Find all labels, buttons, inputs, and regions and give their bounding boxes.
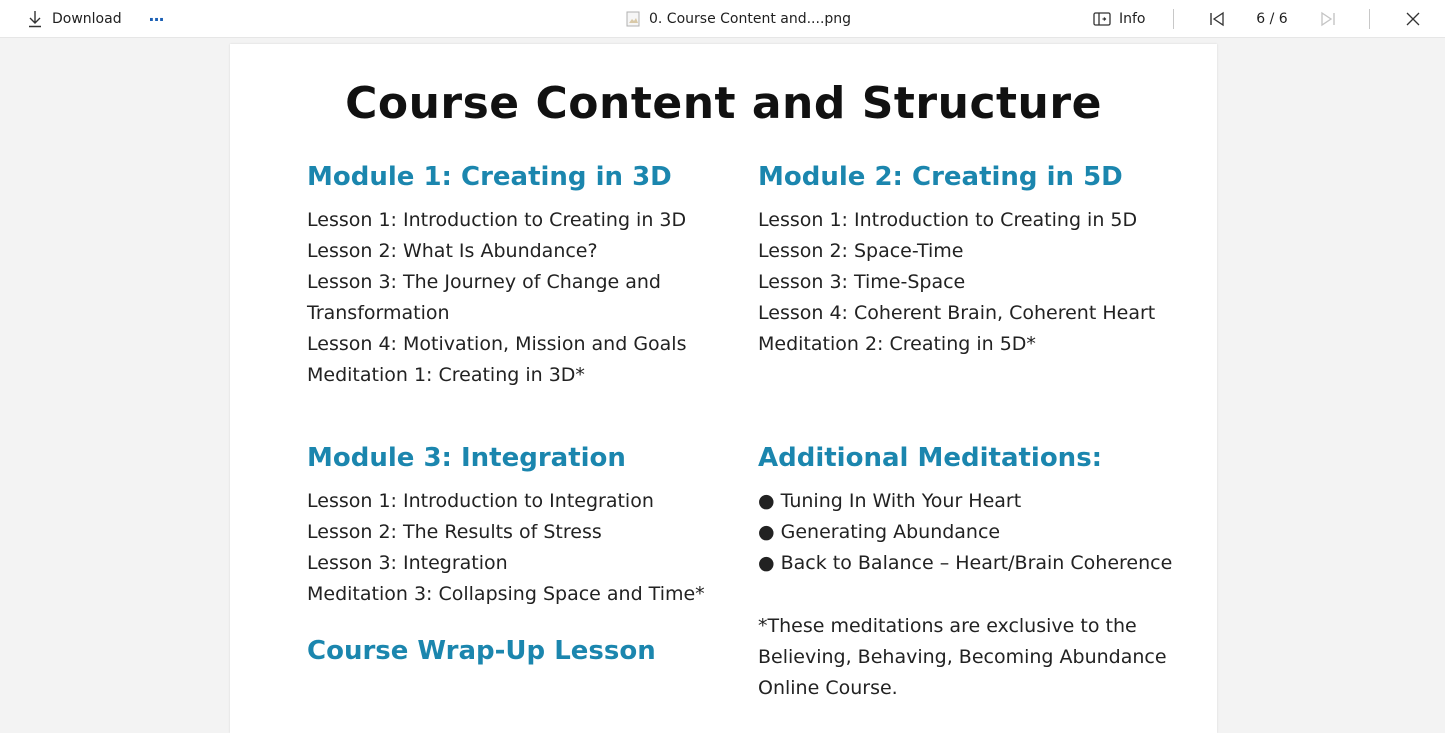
additional-meditations-section <box>758 442 1178 579</box>
list-item: ● Generating Abundance <box>758 521 1001 543</box>
image-viewer <box>0 38 1445 733</box>
download-button[interactable] <box>27 0 122 38</box>
document-page <box>230 44 1217 733</box>
last-page-icon <box>1320 11 1336 27</box>
wrap-up-heading: Course Wrap-Up Lesson <box>307 636 656 666</box>
module-2-heading: Module 2: Creating in 5D <box>758 162 1123 192</box>
additional-meditations-heading: Additional Meditations: <box>758 443 1103 473</box>
list-item: Lesson 2: Space-Time <box>758 240 964 262</box>
close-button[interactable] <box>1404 0 1422 38</box>
more-icon: ··· <box>148 9 164 29</box>
first-page-icon <box>1209 11 1225 27</box>
download-icon <box>27 10 43 28</box>
page-counter <box>1246 0 1298 38</box>
viewer-toolbar <box>0 0 1445 38</box>
download-label: Download <box>52 11 122 27</box>
first-page-button[interactable] <box>1208 0 1226 38</box>
info-button[interactable] <box>1093 0 1146 38</box>
image-file-icon <box>626 11 640 27</box>
list-item: Lesson 4: Motivation, Mission and Goals <box>307 333 687 355</box>
list-item: Meditation 2: Creating in 5D* <box>758 333 1036 355</box>
list-item: Meditation 3: Collapsing Space and Time* <box>307 583 705 605</box>
list-item: Lesson 1: Introduction to Creating in 3D <box>307 209 687 231</box>
more-options-button[interactable] <box>146 0 166 38</box>
toolbar-divider <box>1173 9 1174 29</box>
file-name-display <box>626 0 851 38</box>
list-item: Lesson 1: Introduction to Creating in 5D <box>758 209 1138 231</box>
page-title: Course Content and Structure <box>345 78 1102 129</box>
list-item: Lesson 4: Coherent Brain, Coherent Heart <box>758 302 1156 324</box>
module-3-section <box>307 442 727 610</box>
close-icon <box>1406 12 1420 26</box>
file-name: 0. Course Content and....png <box>649 11 852 27</box>
list-item: Lesson 1: Introduction to Integration <box>307 490 654 512</box>
footnote: *These meditations are exclusive to the Believing, Behaving, Becoming Abundance Online Course. <box>758 615 1167 699</box>
list-item: Lesson 2: The Results of Stress <box>307 521 602 543</box>
toolbar-divider <box>1369 9 1370 29</box>
module-1-heading: Module 1: Creating in 3D <box>307 162 672 192</box>
last-page-button[interactable] <box>1319 0 1337 38</box>
info-panel-icon <box>1093 12 1111 26</box>
wrap-up-section <box>307 635 656 679</box>
list-item: Lesson 2: What Is Abundance? <box>307 240 598 262</box>
module-3-heading: Module 3: Integration <box>307 443 626 473</box>
module-1-section <box>307 161 707 391</box>
info-label: Info <box>1119 11 1146 27</box>
list-item: ● Tuning In With Your Heart <box>758 490 1022 512</box>
page-counter-text: 6 / 6 <box>1256 11 1288 27</box>
list-item: Lesson 3: The Journey of Change and Transformation <box>307 271 661 324</box>
module-2-section <box>758 161 1178 360</box>
list-item: ● Back to Balance – Heart/Brain Coherence <box>758 552 1173 574</box>
list-item: Meditation 1: Creating in 3D* <box>307 364 585 386</box>
list-item: Lesson 3: Integration <box>307 552 508 574</box>
list-item: Lesson 3: Time-Space <box>758 271 966 293</box>
